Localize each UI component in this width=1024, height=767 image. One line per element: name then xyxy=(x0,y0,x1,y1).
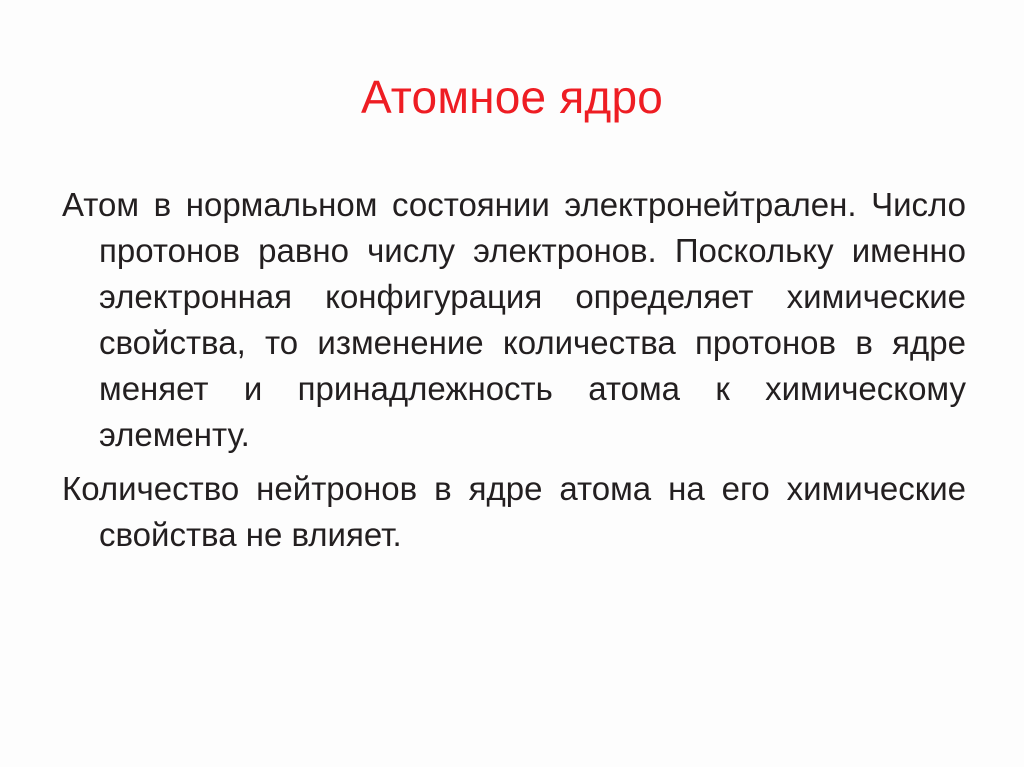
paragraph-electroneutrality: Атом в нормальном состоянии электронейтрален. Число протонов равно числу электронов. Поскольку именно электронная конфигурация определяет химические свойства, то изменение количества протонов в ядре меняет и принадлежность атома к химическому элементу. xyxy=(62,186,966,453)
paragraph-neutrons: Количество нейтронов в ядре атома на его химические свойства не влияет. xyxy=(62,470,966,553)
slide-body xyxy=(62,182,966,566)
slide-title: Атомное ядро xyxy=(360,71,664,123)
